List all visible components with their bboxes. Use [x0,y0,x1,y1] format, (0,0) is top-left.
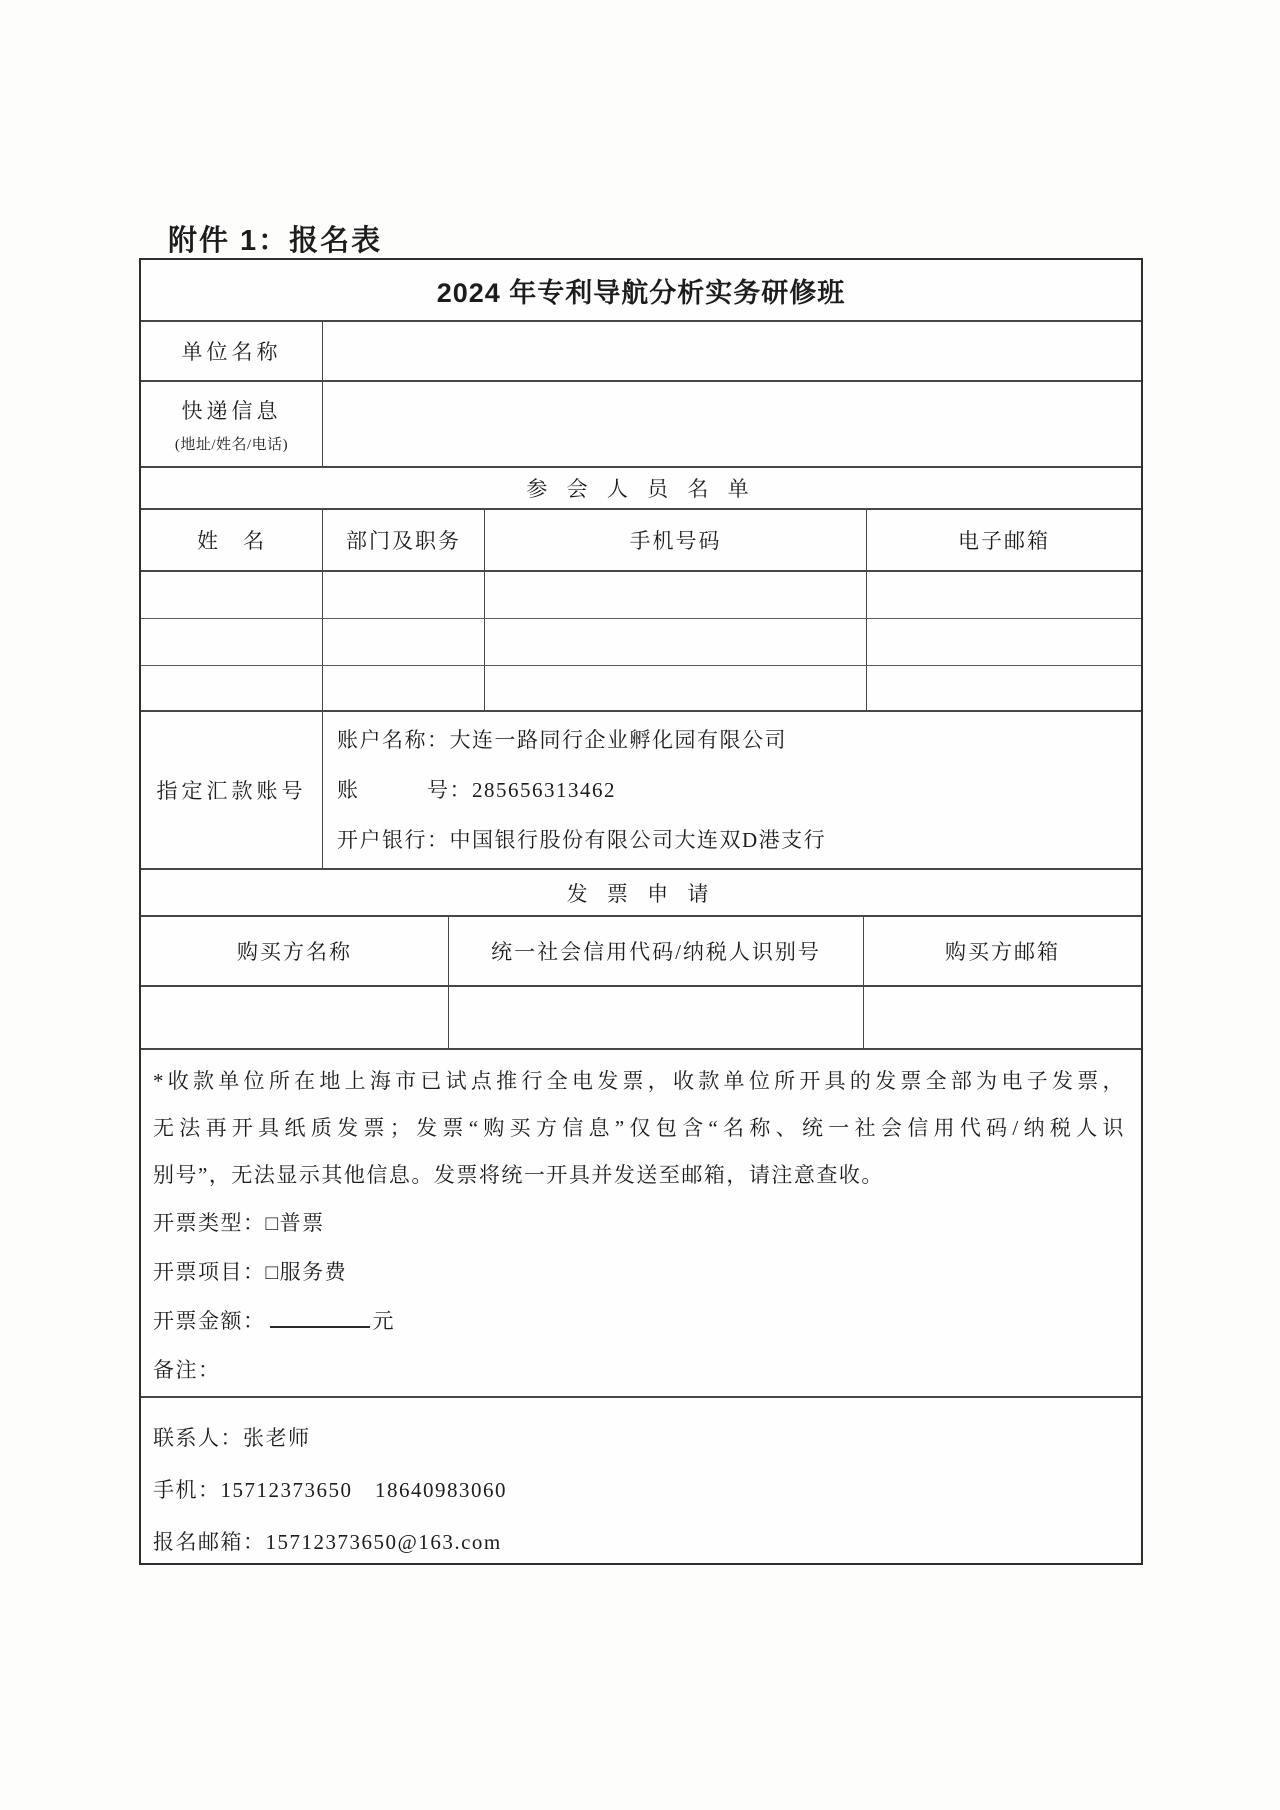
attendee-header-row [141,510,1141,572]
attendee-row-3 [141,666,1141,712]
attendee-cell-empty [141,666,322,710]
unit-name-value-cell [322,322,1141,380]
invoice-notes-section [141,1050,1141,1398]
remittance-label: 指定汇款账号 [156,779,307,803]
express-info-label [141,382,322,466]
express-info-label-main: 快递信息 [181,398,282,423]
contact-email: 报名邮箱：15712373650@163.com [153,1530,502,1554]
remittance-row [141,712,1141,870]
attendee-cell-empty [322,666,484,710]
attendee-row-2 [141,619,1141,666]
remittance-details [322,712,1141,868]
remittance-account-number: 账 号：285656313462 [337,778,616,802]
attendee-cell-empty [866,619,1141,665]
attendee-cell-empty [141,619,322,665]
attendee-section-title: 参 会 人 员 名 单 [526,477,756,501]
attendee-section-row [141,468,1141,510]
unit-name-label: 单位名称 [181,340,282,364]
attendee-cell-empty [866,666,1141,710]
contact-person: 联系人：张老师 [153,1426,311,1450]
invoice-item-checkbox-option: □服务费 [265,1260,348,1284]
invoice-type-label: 开票类型： [153,1211,266,1235]
invoice-item-label: 开票项目： [153,1260,266,1284]
invoice-cell-empty [141,987,448,1048]
invoice-section-title: 发 票 申 请 [566,881,716,906]
invoice-type-checkbox-option: □普票 [265,1211,325,1235]
invoice-col-buyer-email: 购买方邮箱 [863,917,1141,985]
attendee-cell-empty [141,572,322,618]
form-title-row [141,260,1141,322]
attendee-col-name: 姓 名 [197,529,266,553]
attendee-col-phone: 手机号码 [484,510,866,570]
contact-phone: 手机：15712373650 18640983060 [153,1478,507,1502]
invoice-item-line [153,1248,1125,1297]
attendee-cell-empty [484,572,866,618]
invoice-cell-empty [863,987,1141,1048]
unit-name-row [141,322,1141,382]
express-info-label-sub: (地址/姓名/电话) [174,436,289,453]
registration-form-table [139,258,1143,1565]
form-title: 2024 年专利导航分析实务研修班 [436,277,846,308]
attendee-row-1 [141,572,1141,619]
invoice-amount-label: 开票金额： [153,1309,266,1333]
invoice-section-row [141,870,1141,917]
invoice-row-1 [141,987,1141,1050]
remittance-bank: 开户银行：中国银行股份有限公司大连双D港支行 [337,828,827,852]
remark-line: 备注： [153,1358,221,1382]
attendee-col-dept: 部门及职务 [322,510,484,570]
invoice-cell-empty [448,987,863,1048]
contact-section [141,1398,1141,1568]
express-info-value-cell [322,382,1141,466]
attendee-cell-empty [484,666,866,710]
attendee-cell-empty [484,619,866,665]
invoice-col-buyer-name: 购买方名称 [237,940,352,964]
invoice-amount-unit: 元 [372,1309,395,1333]
attendee-cell-empty [322,619,484,665]
remittance-account-name: 账户名称：大连一路同行企业孵化园有限公司 [337,728,787,752]
note-line-3: 别号”，无法显示其他信息。发票将统一开具并发送至邮箱，请注意查收。 [153,1163,884,1187]
note-line-2: 无法再开具纸质发票；发票“购买方信息”仅包含“名称、统一社会信用代码/纳税人识 [153,1116,1125,1140]
attendee-cell-empty [322,572,484,618]
invoice-header-row [141,917,1141,987]
attendee-cell-empty [866,572,1141,618]
attendee-col-email: 电子邮箱 [866,510,1141,570]
note-line-1: *收款单位所在地上海市已试点推行全电发票，收款单位所开具的发票全部为电子发票， [153,1069,1125,1093]
invoice-col-tax-id: 统一社会信用代码/纳税人识别号 [448,917,863,985]
attachment-heading: 附件 1：报名表 [168,225,383,257]
invoice-type-line [153,1199,1125,1248]
express-info-row [141,382,1141,468]
invoice-amount-line [153,1297,1125,1346]
invoice-amount-blank [270,1306,370,1328]
